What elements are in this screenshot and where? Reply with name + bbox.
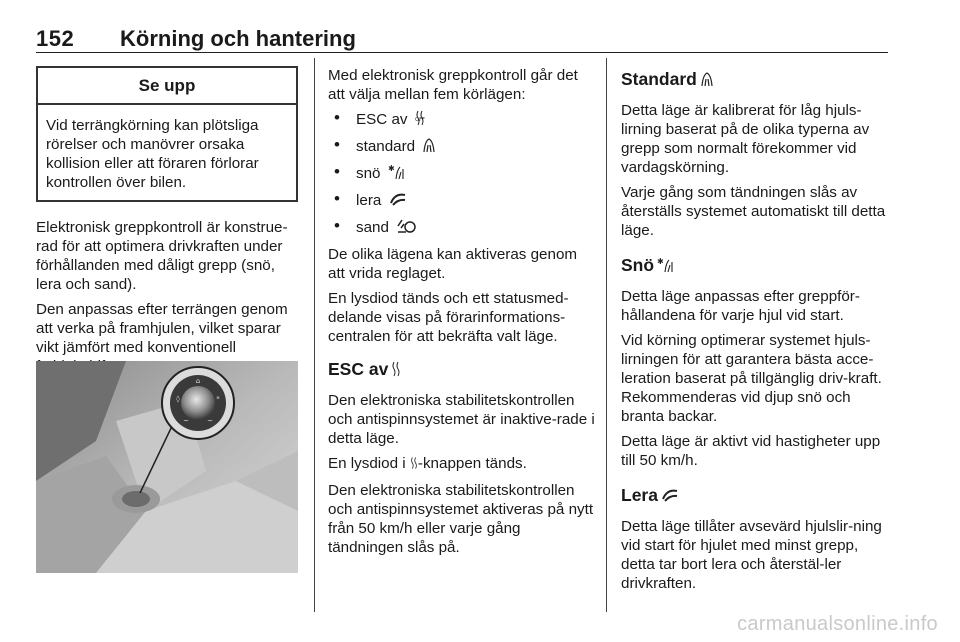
paragraph: Den elektroniska stabilitetskontrollen och antispinnsystemet är inaktive-rade i detta läge. (328, 392, 595, 447)
list-item: • standard (328, 137, 598, 158)
esc-off-icon (410, 456, 418, 475)
caution-title: Se upp (38, 68, 296, 105)
svg-text:~: ~ (207, 417, 213, 425)
mud-icon (389, 191, 407, 212)
paragraph: De olika lägena kan aktiveras genom att vrida reglaget. (328, 246, 578, 282)
chapter-title: Körning och hantering (120, 26, 356, 51)
mode-label: lera (356, 192, 382, 209)
svg-text:◊: ◊ (176, 395, 180, 403)
snow-icon (657, 257, 675, 277)
page-header (36, 26, 888, 53)
svg-text:~: ~ (183, 417, 189, 425)
paragraph: Elektronisk greppkontroll är konstrue-rad för att optimera drivkraften under förhållanden med dåligt grepp (snö, lera och sand). (36, 219, 288, 293)
standard-road-icon (700, 71, 714, 91)
column-middle (328, 66, 598, 563)
paragraph: En lysdiod i -knappen tänds. (328, 454, 598, 475)
svg-text:⌂: ⌂ (195, 377, 201, 385)
paragraph: Detta läge är kalibrerat för låg hjuls-lirning baserat på de olika typerna av grepp som normalt förekommer vid vardagskörning. (621, 102, 870, 176)
mode-label: sand (356, 219, 389, 236)
list-item: • lera (328, 191, 598, 212)
paragraph: Den elektroniska stabilitetskontrollen och antispinnsystemet aktiveras på nytt från 50 km/h eller varje gång tändningen slås på. (328, 482, 594, 556)
list-item: • snö ✱ (328, 164, 598, 185)
section-heading-sno: Snö ✱ (621, 256, 889, 277)
mode-label: standard (356, 138, 416, 155)
mode-label: ESC av (356, 111, 408, 128)
paragraph: En lysdiod tänds och ett statusmed-delande visas på förarinformations-centralen för att bekräfta valt läge. (328, 290, 569, 345)
mode-label: snö (356, 165, 381, 182)
standard-road-icon (422, 137, 436, 158)
mode-list (328, 110, 598, 239)
caution-box (36, 66, 298, 202)
sand-icon (396, 218, 416, 239)
svg-text:✱: ✱ (387, 164, 395, 173)
section-heading-lera: Lera (621, 486, 889, 507)
column-left (36, 66, 298, 382)
caution-text: Vid terrängkörning kan plötsliga rörelser och manövrer orsaka kollision eller att föraren förlorar kontrollen över bilen. (46, 117, 259, 191)
section-heading-standard: Standard (621, 70, 889, 91)
svg-text:OFF: OFF (414, 117, 425, 123)
paragraph: Varje gång som tändningen slås av återställs systemet automatiskt till detta läge. (621, 184, 886, 239)
paragraph: Detta läge tillåter avsevärd hjulslir-ning vid start för hjulet med minst grepp, detta tar bort lera och återstäl-ler drivkraften. (621, 518, 882, 592)
paragraph: Med elektronisk greppkontroll går det att välja mellan fem körlägen: (328, 67, 578, 103)
snow-icon (388, 164, 406, 185)
svg-text:*: * (216, 395, 220, 403)
gear-selector-photo (36, 361, 298, 573)
paragraph: Detta läge anpassas efter greppför-hållandena för varje hjul vid start. (621, 288, 860, 324)
column-divider (314, 58, 315, 612)
section-heading-esc: ESC av (328, 360, 598, 381)
svg-text:✱: ✱ (657, 257, 664, 266)
esc-off-icon (391, 361, 401, 381)
column-right (621, 66, 889, 599)
paragraph: Vid körning optimerar systemet hjuls-lirningen för att garantera bästa acce-leration baserat på tillgänglig driv-kraft. Rekommenderas vid djup snö och branta backar. (621, 332, 882, 425)
list-item: • ESC av OFF (328, 110, 598, 131)
paragraph: Detta läge är aktivt vid hastigheter upp till 50 km/h. (621, 433, 881, 469)
list-item: • sand (328, 218, 598, 239)
paragraph: Den anpassas efter terrängen genom att verka på framhjulen, vilket sparar vikt jämfört med konventionell (36, 301, 288, 356)
page-number: 152 (36, 26, 75, 51)
watermark: carmanualsonline.info (737, 613, 938, 635)
esc-off-icon (415, 110, 425, 131)
mud-icon (661, 487, 679, 507)
column-divider (606, 58, 607, 612)
